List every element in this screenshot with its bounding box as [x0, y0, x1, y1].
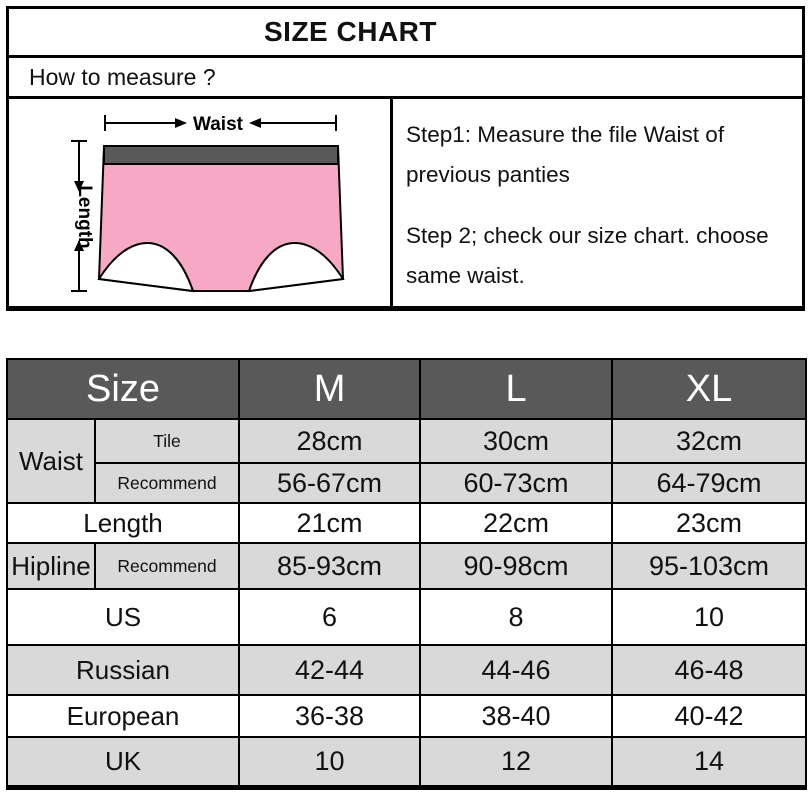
cell-hipline-m: 85-93cm: [239, 543, 420, 589]
title-bar: [9, 9, 802, 55]
cell-hipline-xl: 95-103cm: [612, 543, 806, 589]
table-row-waist-recommend: [7, 463, 806, 503]
cell-waist-tile-l: 30cm: [420, 419, 612, 463]
cell-uk-m: 10: [239, 737, 420, 787]
cell-russian-l: 44-46: [420, 645, 612, 695]
spacer: [6, 311, 805, 358]
size-chart-table: [6, 358, 807, 790]
panty-measure-illustration: [9, 99, 390, 307]
row-label-length: Length: [7, 503, 239, 543]
measure-steps: [390, 99, 802, 306]
cell-european-xl: 40-42: [612, 695, 806, 737]
cell-length-l: 22cm: [420, 503, 612, 543]
table-row-waist-tile: [7, 419, 806, 463]
row-label-uk: UK: [7, 737, 239, 787]
step2-text: Step 2; check our size chart. choose same waist.: [406, 223, 769, 288]
panty-diagram: [9, 99, 390, 306]
cell-russian-xl: 46-48: [612, 645, 806, 695]
panty-waistband: [104, 146, 338, 164]
row-sublabel-hipline-recommend: Recommend: [95, 543, 239, 589]
cell-us-xl: 10: [612, 589, 806, 645]
cell-waist-tile-m: 28cm: [239, 419, 420, 463]
cell-us-m: 6: [239, 589, 420, 645]
cell-russian-m: 42-44: [239, 645, 420, 695]
row-label-us: US: [7, 589, 239, 645]
row-sublabel-tile: Tile: [95, 419, 239, 463]
table-row-hipline: [7, 543, 806, 589]
row-label-russian: Russian: [7, 645, 239, 695]
row-label-european: European: [7, 695, 239, 737]
header-m: M: [239, 359, 420, 419]
cell-waist-rec-l: 60-73cm: [420, 463, 612, 503]
cell-waist-rec-m: 56-67cm: [239, 463, 420, 503]
cell-european-l: 38-40: [420, 695, 612, 737]
table-row-length: [7, 503, 806, 543]
cell-length-xl: 23cm: [612, 503, 806, 543]
row-sublabel-waist-recommend: Recommend: [95, 463, 239, 503]
header-xl: XL: [612, 359, 806, 419]
how-to-measure-label: How to measure ?: [29, 63, 216, 90]
cell-uk-xl: 14: [612, 737, 806, 787]
table-header-row: [7, 359, 806, 419]
measure-guide-section: [9, 96, 802, 306]
step1-text: Step1: Measure the file Waist of previous panties: [406, 122, 725, 187]
cell-waist-tile-xl: 32cm: [612, 419, 806, 463]
page-title: SIZE CHART: [264, 16, 437, 47]
row-label-waist: Waist: [7, 419, 95, 503]
row-label-hipline: Hipline: [7, 543, 95, 589]
table-row-uk: [7, 737, 806, 787]
table-row-us: [7, 589, 806, 645]
cell-length-m: 21cm: [239, 503, 420, 543]
waist-arrowhead-left: [249, 118, 261, 128]
how-to-measure-bar: [9, 55, 802, 96]
top-section: [6, 6, 805, 311]
header-l: L: [420, 359, 612, 419]
cell-us-l: 8: [420, 589, 612, 645]
length-arrow-label: Length: [74, 185, 95, 249]
table-row-russian: [7, 645, 806, 695]
header-size: Size: [7, 359, 239, 419]
table-row-european: [7, 695, 806, 737]
cell-european-m: 36-38: [239, 695, 420, 737]
waist-arrowhead-right: [175, 118, 187, 128]
cell-uk-l: 12: [420, 737, 612, 787]
cell-hipline-l: 90-98cm: [420, 543, 612, 589]
waist-arrow-label: Waist: [193, 114, 243, 135]
cell-waist-rec-xl: 64-79cm: [612, 463, 806, 503]
